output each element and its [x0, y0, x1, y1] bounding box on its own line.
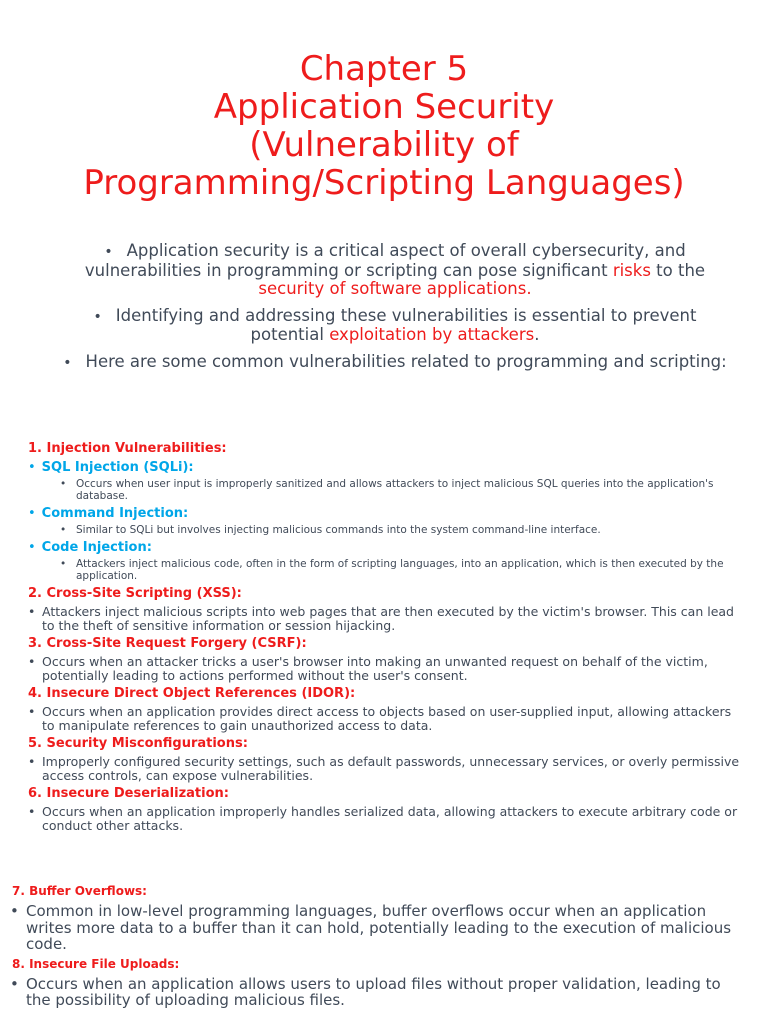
desc-misconfigurations: • Improperly configured security settings, such as default passwords, unnecessary services, or overly permissive access controls, can expose vulnerabilities.: [28, 755, 740, 782]
slide-title: [0, 50, 768, 202]
heading-idor: 4. Insecure Direct Object References (IDOR):: [28, 686, 356, 701]
intro-bullet-1: • Application security is a critical aspect of overall cybersecurity, and vulnerabilities in programming or scripting can pose significant risks to the security of software applications.: [84, 241, 706, 298]
heading-injection: 1. Injection Vulnerabilities:: [28, 441, 227, 456]
subheading-sqli: • SQL Injection (SQLi):: [28, 460, 194, 475]
bullet-icon: •: [28, 506, 36, 521]
vulnerability-list-continued: [10, 884, 750, 1013]
desc-command-injection: • Similar to SQLi but involves injecting malicious commands into the system command-line interface.: [60, 524, 740, 536]
title-line-languages: Programming/Scripting Languages): [83, 163, 685, 203]
title-line-chapter: Chapter 5: [299, 49, 469, 89]
desc-xss: • Attackers inject malicious scripts into web pages that are then executed by the victim's browser. This can lead to the theft of sensitive information or session hijacking.: [28, 605, 740, 632]
heading-buffer-overflows: 7. Buffer Overflows:: [12, 884, 147, 898]
desc-buffer-overflows: • Common in low-level programming languages, buffer overflows occur when an application writes more data to a buffer than it can hold, potentially leading to the execution of malicious code.: [10, 903, 750, 953]
subheading-code-injection: • Code Injection:: [28, 540, 152, 555]
heading-file-uploads: 8. Insecure File Uploads:: [12, 956, 180, 971]
desc-sqli: • Occurs when user input is improperly sanitized and allows attackers to inject malicious SQL queries into the application's database.: [60, 478, 740, 502]
desc-file-uploads: • Occurs when an application allows users to upload files without proper validation, leading to the possibility of uploading malicious files.: [10, 976, 750, 1009]
desc-csrf: • Occurs when an attacker tricks a user's browser into making an unwanted request on behalf of the victim, potentially leading to actions performed without the user's consent.: [28, 655, 740, 682]
title-line-subtopic: (Vulnerability of: [249, 125, 519, 165]
bullet-icon: •: [93, 308, 102, 325]
intro-bullet-3: • Here are some common vulnerabilities related to programming and scripting:: [63, 351, 727, 371]
subheading-command-injection: • Command Injection:: [28, 506, 189, 521]
heading-misconfigurations: 5. Security Misconfigurations:: [28, 736, 248, 751]
bullet-icon: •: [28, 540, 36, 555]
desc-code-injection: • Attackers inject malicious code, often in the form of scripting languages, into an application, which is then executed by the application.: [60, 558, 740, 582]
title-line-topic: Application Security: [213, 87, 555, 127]
vulnerability-list: [28, 441, 740, 836]
heading-deserialization: 6. Insecure Deserialization:: [28, 786, 229, 801]
intro-bullet-2: • Identifying and addressing these vulnerabilities is essential to prevent potential exploitation by attackers.: [93, 305, 697, 344]
heading-csrf: 3. Cross-Site Request Forgery (CSRF):: [28, 636, 307, 651]
bullet-icon: •: [28, 460, 36, 475]
bullet-icon: •: [104, 244, 113, 260]
desc-idor: • Occurs when an application provides direct access to objects based on user-supplied input, allowing attackers to manipulate references to gain unauthorized access to data.: [28, 705, 740, 732]
intro-bullets: [60, 242, 730, 380]
bullet-icon: •: [63, 354, 72, 371]
heading-xss: 2. Cross-Site Scripting (XSS):: [28, 586, 242, 601]
desc-deserialization: • Occurs when an application improperly handles serialized data, allowing attackers to execute arbitrary code or conduct other attacks.: [28, 805, 740, 832]
